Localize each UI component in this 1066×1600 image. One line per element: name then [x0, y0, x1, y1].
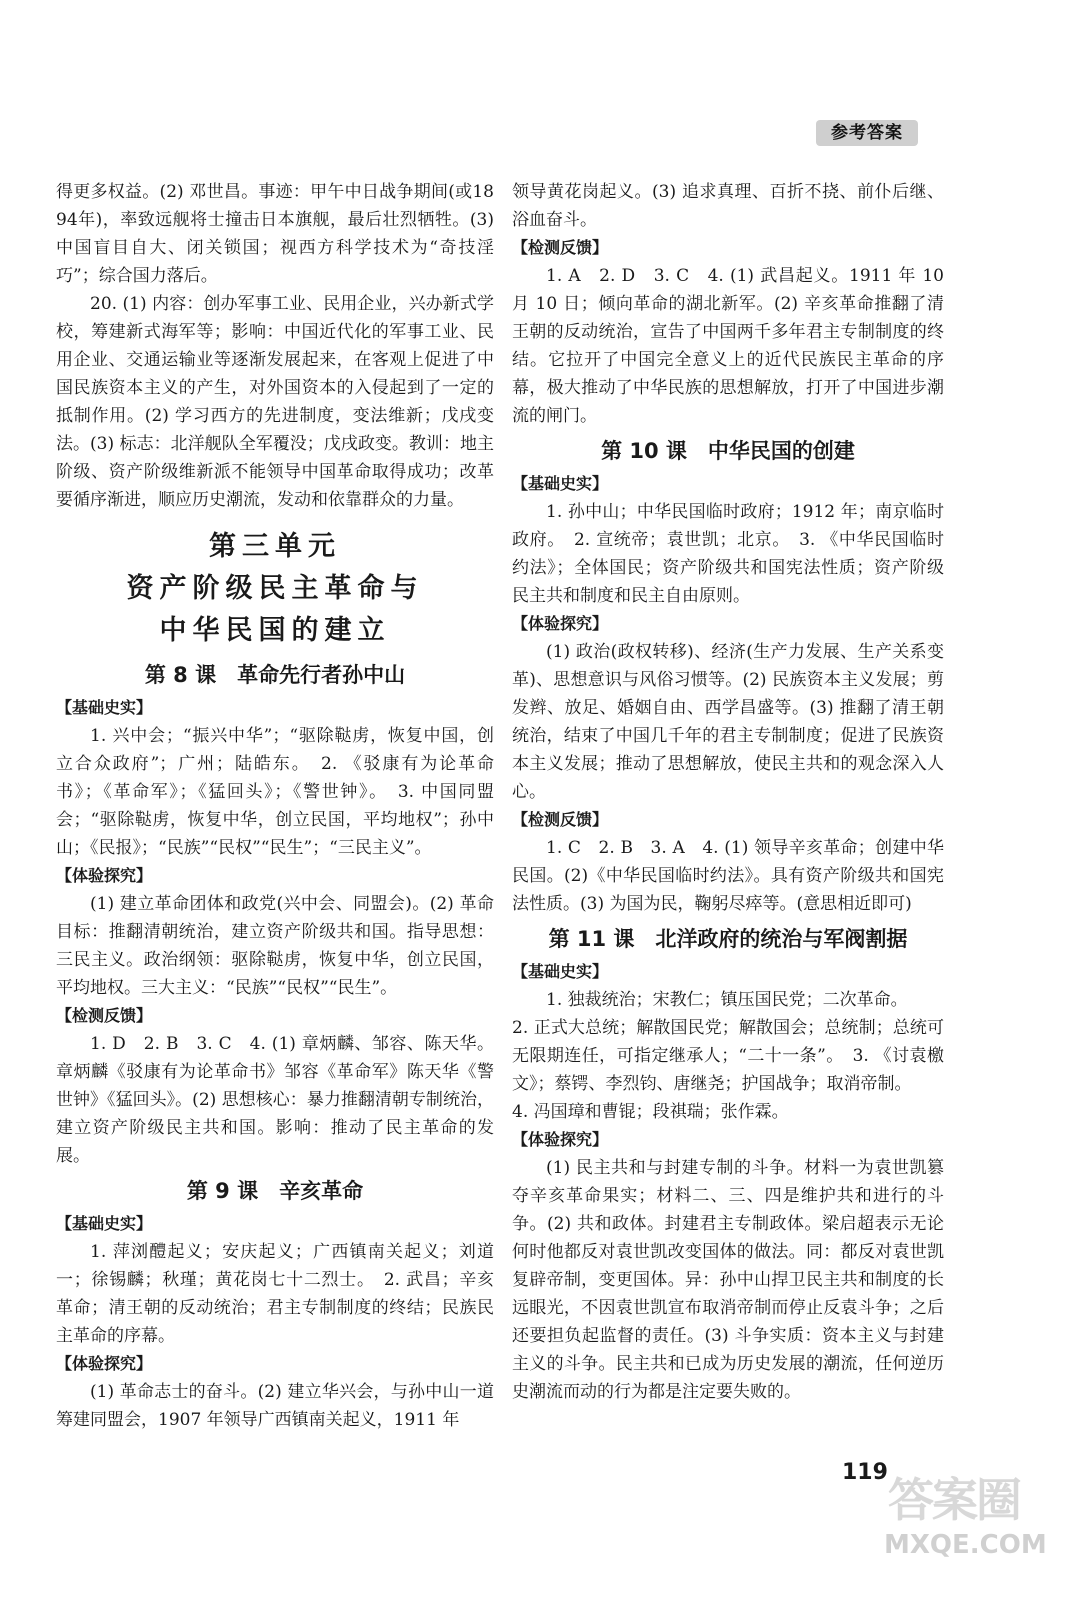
unit-title-line-2: 资产阶级民主革命与 — [126, 573, 424, 604]
lesson-8-feedback: 1. D 2. B 3. C 4. (1) 章炳麟、邹容、陈天华。章炳麟《驳康有为论革命书》邹容《革命军》陈天华《警世钟》《猛回头》。(2) 思想核心：暴力推翻清朝专制统治，建立资产阶级民主共和国。影响：推动了民主革命的发展。 — [56, 1034, 494, 1166]
section-label: 【体验探究】 — [56, 866, 153, 885]
lesson-10-feedback: 1. C 2. B 3. A 4. (1) 领导辛亥革命；创建中华民国。(2)《中华民国临时约法》。具有资产阶级共和国宪法性质。(3) 为国为民，鞠躬尽瘁等。(意思相近即可) — [512, 838, 944, 914]
section-label: 【检测反馈】 — [56, 1006, 153, 1025]
lesson-11-exploration: (1) 民主共和与封建专制的斗争。材料一为袁世凯篡夺辛亥革命果实；材料二、三、四是维护共和进行的斗争。(2) 共和政体。封建君主专制政体。梁启超表示无论何时他都反对袁世凯改变国体的做法。同：都反对袁世凯复辟帝制，变更国体。异：孙中山捍卫民主共和制度的长远眼光，不因袁世凯宣布取消帝制而停止反袁斗争；之后还要担负起监督的责任。(3) 斗争实质：资本主义与封建主义的斗争。民主共和已成为历史发展的潮流，任何逆历史潮流而动的行为都是注定要失败的。 — [512, 1158, 944, 1402]
lesson-11-basic-facts-1: 1. 独裁统治；宋教仁；镇压国民党；二次革命。 — [546, 990, 908, 1010]
watermark-text-top: 答案圈 — [888, 1473, 1020, 1527]
lesson-10-exploration: (1) 政治(政权转移)、经济(生产力发展、生产关系变革)、思想意识与风俗习惯等。(2) 民族资本主义发展；剪发辫、放足、婚姻自由、西学昌盛等。(3) 推翻了清王朝统治，结束了中国几千年的君主专制制度；促进了民族资本主义发展；推动了思想解放，使民主共和的观念深入人心。 — [512, 642, 944, 802]
left-column — [56, 178, 494, 1434]
lesson-9-exploration-continued: 领导黄花岗起义。(3) 追求真理、百折不挠、前仆后继、浴血奋斗。 — [512, 182, 944, 230]
lesson-11-basic-facts-2: 2. 正式大总统；解散国民党；解散国会；总统制；总统可无限期连任，可指定继承人；“二十一条”。 3. 《讨袁檄文》；蔡锷、李烈钧、唐继尧；护国战争；取消帝制。 — [512, 1018, 944, 1094]
unit-title-line-1: 第三单元 — [209, 531, 341, 562]
page-number: 119 — [842, 1460, 888, 1485]
lesson-11-basic-facts-3: 4. 冯国璋和曹锟；段祺瑞；张作霖。 — [512, 1102, 789, 1122]
lesson-10-title: 第 10 课 中华民国的创建 — [601, 439, 855, 463]
section-label: 【体验探究】 — [512, 614, 609, 633]
section-label: 【检测反馈】 — [512, 810, 609, 829]
intro-paragraph-1: 得更多权益。(2) 邓世昌。事迹：甲午中日战争期间(或1894年)，率致远舰将士撞击日本旗舰，最后壮烈牺牲。(3) 中国盲目自大、闭关锁国；视西方科学技术为“奇技淫巧”；综合国力落后。 — [56, 182, 494, 286]
section-label: 【检测反馈】 — [512, 238, 609, 257]
unit-heading — [56, 526, 494, 652]
lesson-10-basic-facts: 1. 孙中山；中华民国临时政府；1912 年；南京临时政府。 2. 宣统帝；袁世凯；北京。 3. 《中华民国临时约法》；全体国民；资产阶级共和国宪法性质；资产阶级民主共和制度和民主自由原则。 — [512, 502, 944, 606]
lesson-9-basic-facts: 1. 萍浏醴起义；安庆起义；广西镇南关起义；刘道一；徐锡麟；秋瑾；黄花岗七十二烈士。 2. 武昌；辛亥革命；清王朝的反动统治；君主专制制度的终结；民族民主革命的序幕。 — [56, 1242, 494, 1346]
lesson-8-basic-facts: 1. 兴中会；“振兴中华”；“驱除鞑虏，恢复中国，创立合众政府”；广州；陆皓东。 2. 《驳康有为论革命书》；《革命军》；《猛回头》；《警世钟》。 3. 中国同盟会；“驱除鞑虏，恢复中华，创立民国，平均地权”；孙中山；《民报》；“民族”“民权”“民生”；“三民主义”。 — [56, 726, 494, 858]
reference-answers-badge: 参考答案 — [816, 120, 918, 146]
watermark-text-bottom: MXQE.COM — [884, 1530, 1047, 1560]
lesson-8-exploration: (1) 建立革命团体和政党(兴中会、同盟会)。(2) 革命目标：推翻清朝统治，建立资产阶级共和国。指导思想：三民主义。政治纲领：驱除鞑虏，恢复中华，创立民国，平均地权。三大主义：“民族”“民权”“民生”。 — [56, 894, 494, 998]
lesson-11-title: 第 11 课 北洋政府的统治与军阀割据 — [548, 927, 908, 951]
unit-title-line-3: 中华民国的建立 — [159, 615, 391, 646]
lesson-9-exploration: (1) 革命志士的奋斗。(2) 建立华兴会，与孙中山一道筹建同盟会，1907 年领导广西镇南关起义，1911 年 — [56, 1382, 494, 1430]
section-label: 【体验探究】 — [512, 1130, 609, 1149]
section-label: 【基础史实】 — [512, 962, 609, 981]
section-label: 【基础史实】 — [512, 474, 609, 493]
section-label: 【基础史实】 — [56, 1214, 153, 1233]
lesson-9-title: 第 9 课 辛亥革命 — [186, 1179, 364, 1203]
lesson-9-feedback: 1. A 2. D 3. C 4. (1) 武昌起义。1911 年 10 月 10 日；倾向革命的湖北新军。(2) 辛亥革命推翻了清王朝的反动统治，宣告了中国两千多年君主专制制度的终结。它拉开了中国完全意义上的近代民族民主革命的序幕，极大推动了中华民族的思想解放，打开了中国进步潮流的闸门。 — [512, 266, 944, 426]
section-label: 【体验探究】 — [56, 1354, 153, 1373]
intro-paragraph-2: 20. (1) 内容：创办军事工业、民用企业，兴办新式学校，筹建新式海军等；影响：中国近代化的军事工业、民用企业、交通运输业等逐渐发展起来，在客观上促进了中国民族资本主义的产生，对外国资本的入侵起到了一定的抵制作用。(2) 学习西方的先进制度，变法维新；戊戌变法。(3) 标志：北洋舰队全军覆没；戊戌政变。教训：地主阶级、资产阶级维新派不能领导中国革命取得成功；改革要循序渐进，顺应历史潮流，发动和依靠群众的力量。 — [56, 294, 494, 510]
lesson-8-title: 第 8 课 革命先行者孙中山 — [144, 663, 406, 687]
watermark-logo — [880, 1460, 1047, 1586]
section-label: 【基础史实】 — [56, 698, 153, 717]
right-column — [512, 178, 944, 1406]
